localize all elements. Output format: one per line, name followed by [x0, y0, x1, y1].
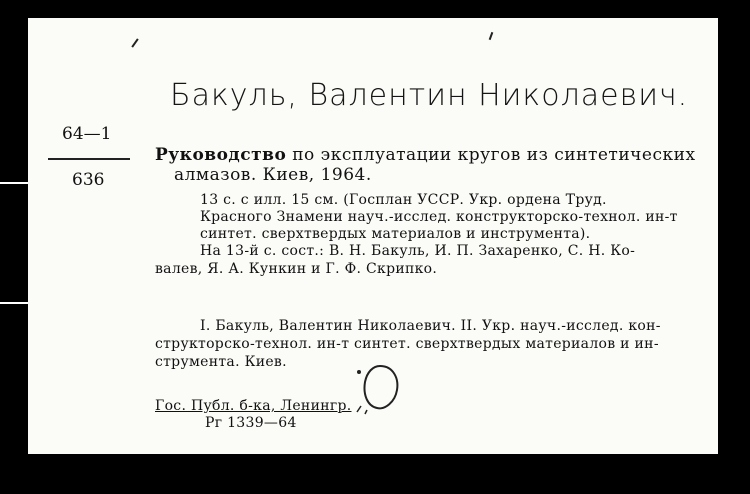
scan-border-top	[0, 0, 750, 18]
title-first-word: Руководство	[155, 145, 287, 165]
scan-border-left	[0, 0, 28, 494]
description-line: Красного Знамени науч.-исслед. конструкторско-технол. ин-т	[200, 209, 678, 225]
tracing-line: структорско-технол. ин-т синтет. сверхтвердых материалов и ин-	[155, 336, 659, 352]
description-line: синтет. сверхтвердых материалов и инструмента).	[200, 226, 591, 242]
call-number-divider	[48, 158, 130, 160]
library-stamp	[355, 362, 405, 416]
description-line: 13 с. с илл. 15 см. (Госплан УССР. Укр. ордена Труд.	[200, 192, 607, 208]
title-line-1	[155, 145, 696, 165]
call-number-bottom: 636	[72, 170, 105, 190]
scan-border-right	[718, 0, 750, 494]
title-line-2: алмазов. Киев, 1964.	[174, 165, 372, 185]
call-number-top: 64—1	[62, 124, 112, 144]
title-rest: по эксплуатации кругов из синтетических	[286, 145, 696, 165]
library-name: Гос. Публ. б-ка, Ленингр.	[155, 398, 352, 414]
order-number: Рг 1339—64	[205, 415, 297, 431]
tracing-line: струмента. Киев.	[155, 354, 287, 370]
scan-border-bottom	[0, 454, 750, 494]
handwritten-author: Бакуль, Валентин Николаевич.	[170, 78, 689, 113]
tracing-line: I. Бакуль, Валентин Николаевич. II. Укр. науч.-исслед. кон-	[200, 318, 661, 334]
compilers-line: На 13-й с. сост.: В. Н. Бакуль, И. П. Захаренко, С. Н. Ко-	[200, 243, 636, 259]
compilers-line: валев, Я. А. Кункин и Г. Ф. Скрипко.	[155, 261, 438, 277]
